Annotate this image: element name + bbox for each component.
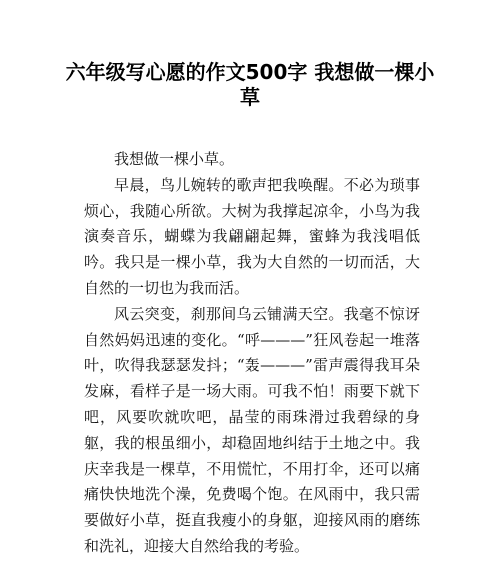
document-body: [84, 147, 420, 560]
paragraph-2: 早晨，鸟儿婉转的歌声把我唤醒。不必为琐事烦心，我随心所欲。大树为我撑起凉伞，小鸟为我演奏音乐，蝴蝶为我翩翩起舞，蜜蜂为我浅唱低吟。我只是一棵小草，我为大自然的一切而活，大自然的一切也为我而活。: [84, 175, 420, 297]
document-title: 六年级写心愿的作文500字 我想做一棵小草: [65, 60, 435, 109]
paragraph-1: 我想做一棵小草。: [114, 150, 235, 168]
paragraph-3: 风云突变，刹那间乌云铺满天空。我毫不惊讶自然妈妈迅速的变化。“呼———”狂风卷起一堆落叶，吹得我瑟瑟发抖；“轰———”雷声震得我耳朵发麻，看样子是一场大雨。可我不怕！雨要下就下吧，风要吹就吹吧，晶莹的雨珠滑过我碧绿的身躯，我的根虽细小，却稳固地纠结于土地之中。我庆幸我是一棵草，不用慌忙，不用打伞，还可以痛痛快快地洗个澡，免费喝个饱。在风雨中，我只需要做好小草，挺直我瘦小的身躯，迎接风雨的磨练和洗礼，迎接大自然给我的考验。: [84, 304, 420, 555]
